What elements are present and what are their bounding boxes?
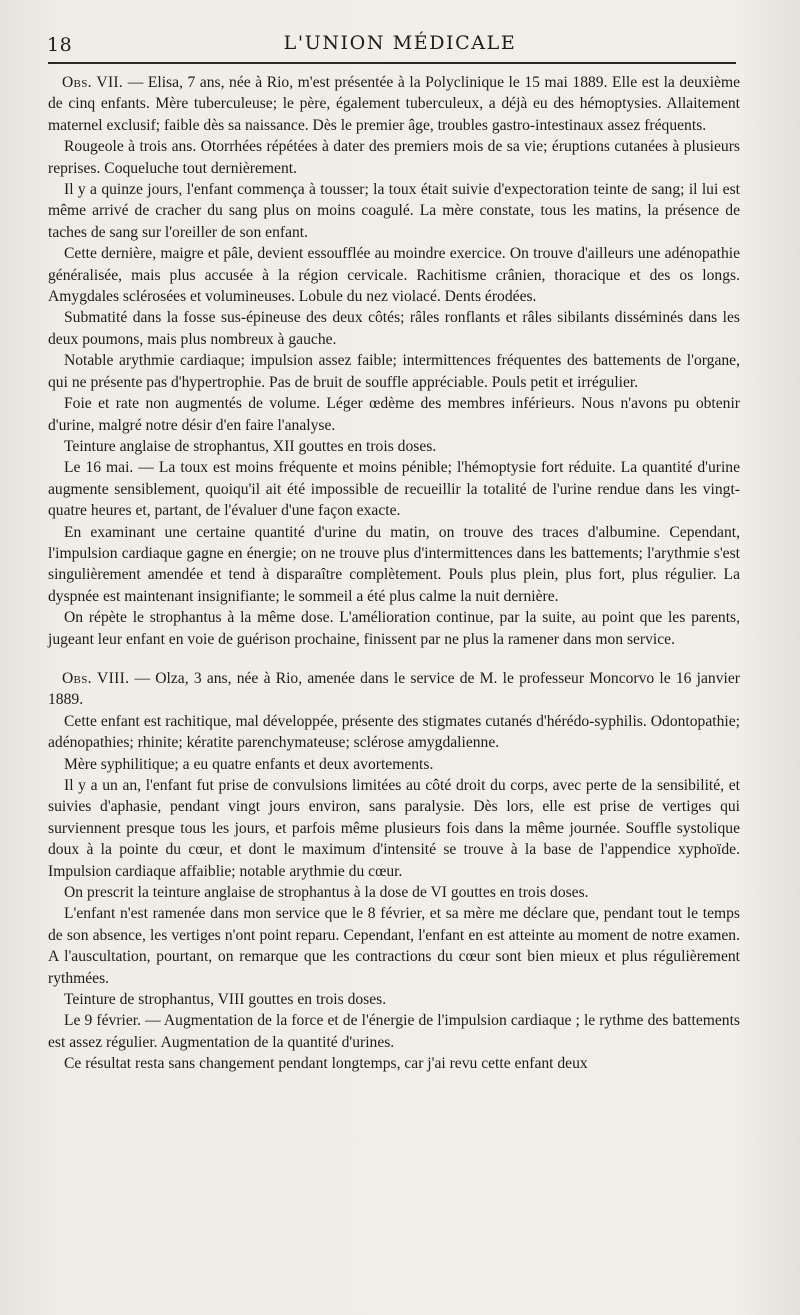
obs8-intro-paragraph <box>48 668 740 711</box>
obs7-paragraph-6: Notable arythmie cardiaque; impulsion assez faible; intermittences fréquentes des battements de l'organe, qui ne présente pas d'hypertrophie. Pas de bruit de souffle appréciable. Pouls petit et irrégulier. <box>48 352 740 391</box>
obs7-paragraph-5: Submatité dans la fosse sus-épineuse des deux côtés; râles ronflants et râles sibilants disséminés dans les deux poumons, mais plus nombreux à gauche. <box>48 309 740 348</box>
journal-title: L'UNION MÉDICALE <box>283 32 517 54</box>
obs8-paragraph-6: L'enfant n'est ramenée dans mon service que le 8 février, et sa mère me déclare que, pendant tout le temps de son absence, les vertiges n'ont point reparu. Cependant, l'enfant en est atteinte au moment de notre examen. A l'auscultation, pourtant, on remarque que les contractions du cœur sont bien mieux et plus régulièrement rythmées. <box>48 905 740 987</box>
obs8-paragraph-3: Mère syphilitique; a eu quatre enfants et deux avortements. <box>64 755 434 773</box>
obs7-intro-paragraph <box>48 72 740 136</box>
obs7-paragraph-11: On répète le strophantus à la même dose. L'amélioration continue, par la suite, au point que les parents, jugeant leur enfant en voie de guérison prochaine, finissent par ne plus la ramener dans mon service. <box>48 609 740 648</box>
obs7-paragraph-4: Cette dernière, maigre et pâle, devient essoufflée au moindre exercice. On trouve d'ailleurs une adénopathie généralisée, mais plus accusée à la région cervicale. Rachitisme crânien, thoracique et des os longs. Amygdales sclérosées et volumineuses. Lobule du nez violacé. Dents érodées. <box>48 245 740 306</box>
obs7-paragraph-3: Il y a quinze jours, l'enfant commença à tousser; la toux était suivie d'expectoration teinte de sang; il lui est même arrivé de cracher du sang plus on moins coagulé. La mère constate, tous les matins, la présence de taches de sang sur l'oreiller de son enfant. <box>48 181 740 241</box>
article-body <box>48 72 740 1075</box>
obs8-intro-text: — Olza, 3 ans, née à Rio, amenée dans le service de M. le professeur Moncorvo le 16 janvier 1889. <box>48 669 740 709</box>
obs7-paragraph-9: Le 16 mai. — La toux est moins fréquente et moins pénible; l'hémoptysie fort réduite. La quantité d'urine augmente sensiblement, quoiqu'il ait été impossible de recueillir la totalité de l'urine rendue dans les vingt-quatre heures et, partant, de l'évaluer d'une façon exacte. <box>48 459 740 520</box>
obs8-heading: Obs. VIII. <box>62 669 130 687</box>
obs7-paragraph-7: Foie et rate non augmentés de volume. Léger œdème des membres inférieurs. Nous n'avons pu obtenir d'urine, malgré notre désir d'en faire l'analyse. <box>48 395 740 434</box>
obs8-paragraph-9: Ce résultat resta sans changement pendant longtemps, car j'ai revu cette enfant deux <box>64 1055 588 1073</box>
obs7-paragraph-2: Rougeole à trois ans. Otorrhées répétées à dater des premiers mois de sa vie; éruptions cutanées à plusieurs reprises. Coqueluche tout dernièrement. <box>48 138 740 177</box>
section-gap <box>48 650 740 668</box>
obs8-paragraph-8: Le 9 février. — Augmentation de la force et de l'énergie de l'impulsion cardiaque ; le rythme des battements est assez régulier. Augmentation de la quantité d'urines. <box>48 1012 740 1051</box>
obs8-paragraph-2: Cette enfant est rachitique, mal développée, présente des stigmates cutanés d'hérédo-syphilis. Odontopathie; adénopathies; rhinite; kératite parenchymateuse; sclérose amygdalienne. <box>48 712 740 752</box>
obs8-paragraph-5: On prescrit la teinture anglaise de strophantus à la dose de VI gouttes en trois doses. <box>64 884 589 902</box>
page-number: 18 <box>47 34 73 56</box>
obs7-intro-text: — Elisa, 7 ans, née à Rio, m'est présentée à la Polyclinique le 15 mai 1889. Elle est la deuxième de cinq enfants. Mère tuberculeuse; le père, également tuberculeux, a déjà eu des hémoptysies. Allaitement maternel exclusif; faible dès sa naissance. Dès le premier âge, troubles gastro-intestinaux assez fréquents. <box>48 74 741 134</box>
obs7-paragraph-8: Teinture anglaise de strophantus, XII gouttes en trois doses. <box>64 437 437 455</box>
obs8-paragraph-7: Teinture de strophantus, VIII gouttes en trois doses. <box>64 991 387 1009</box>
obs7-paragraph-10: En examinant une certaine quantité d'urine du matin, on trouve des traces d'albumine. Cependant, l'impulsion cardiaque gagne en énergie; on ne trouve plus d'intermittences dans les battements; l'arythmie s'est singulièrement amendée et tend à disparaître complètement. Pouls plus plein, plus fort, plus régulier. La dyspnée est maintenant insignifiante; le sommeil a été plus calme la nuit dernière. <box>48 523 740 605</box>
header-rule <box>48 62 736 64</box>
obs8-paragraph-4: Il y a un an, l'enfant fut prise de convulsions limitées au côté droit du corps, avec perte de la sensibilité, et suivies d'aphasie, pendant vingt jours environ, sans paralysie. Dès lors, elle est prise de vertiges qui surviennent presque tous les jours, et parfois même plusieurs fois dans la même journée. Souffle systolique doux à la pointe du cœur, et dont le maximum d'intensité se trouve à la base de l'appendice xyphoïde. Impulsion cardiaque affaiblie; notable arythmie du cœur. <box>48 777 740 880</box>
running-head <box>0 0 800 70</box>
obs7-heading: Obs. VII. <box>62 74 124 91</box>
